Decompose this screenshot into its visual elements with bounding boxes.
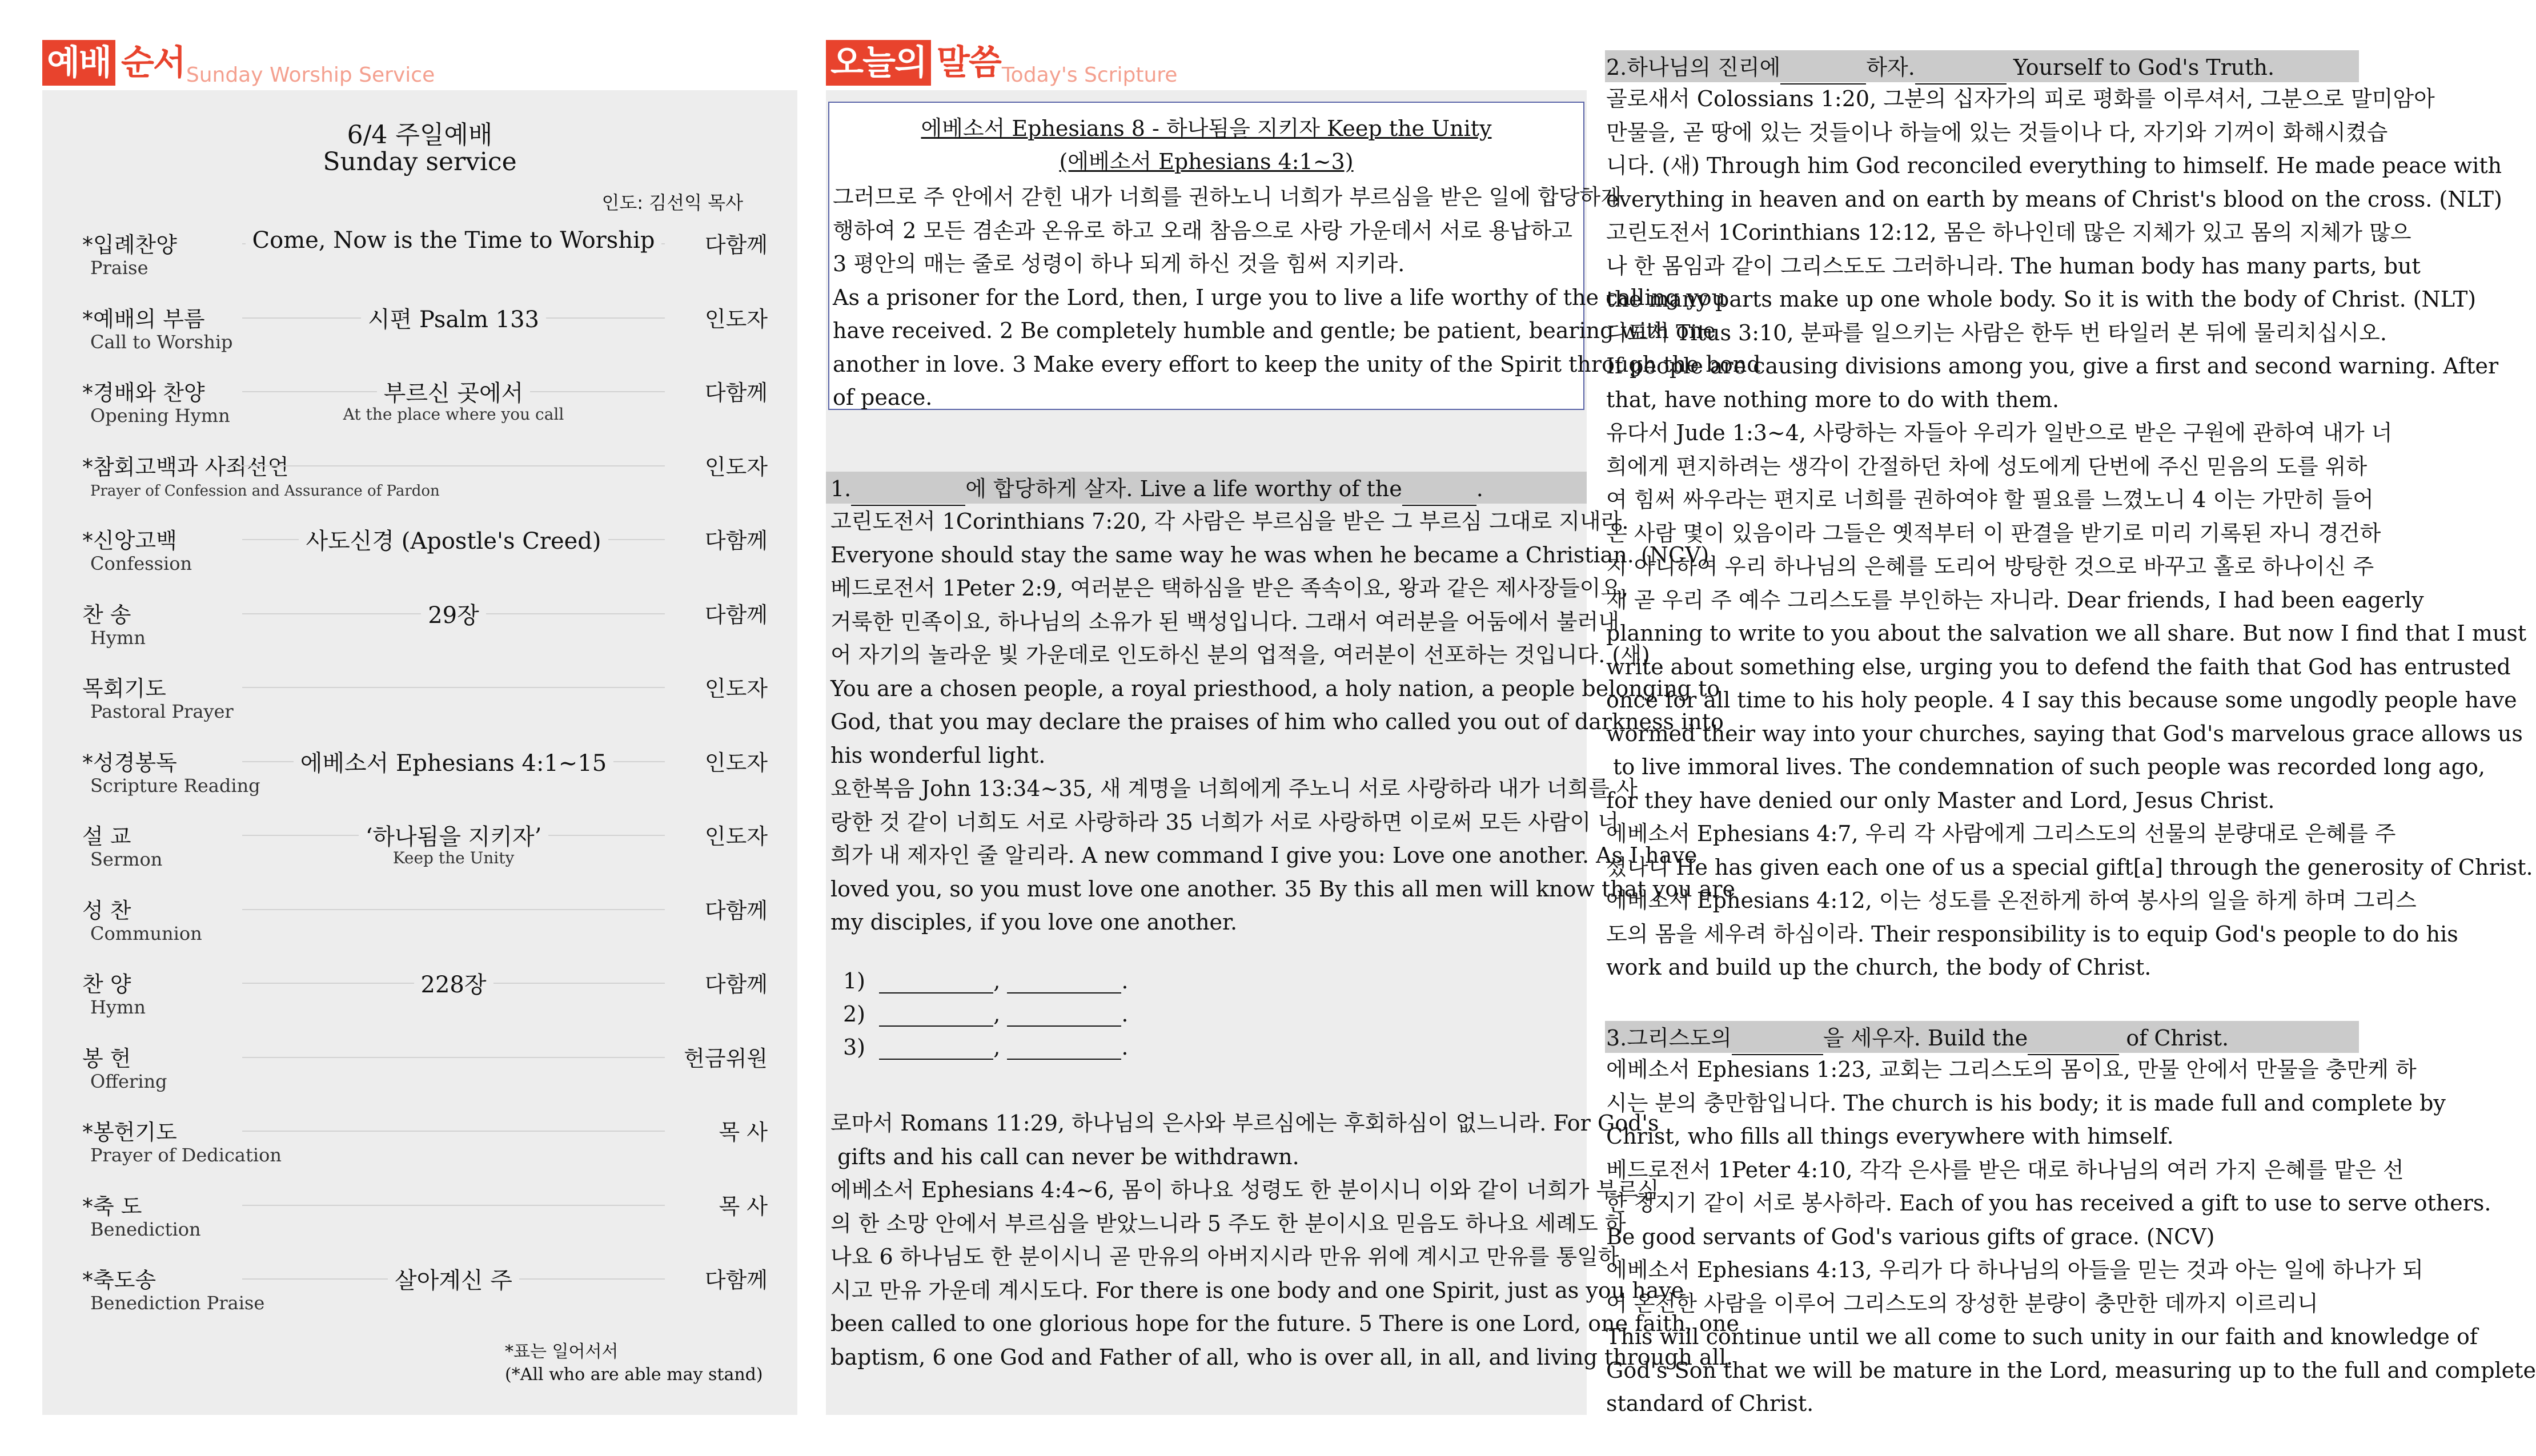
text-line: 시는 분의 충만함입니다. The church is his body; it is made full and complete by xyxy=(1606,1090,2446,1116)
item-leader: 헌금위원 xyxy=(684,1045,768,1071)
text-line: standard of Christ. xyxy=(1606,1391,1814,1416)
text-line: the many parts make up one whole body. So it is with the body of Christ. (NLT) xyxy=(1606,287,2477,312)
service-title-en: Sunday service xyxy=(323,147,517,176)
text-line: that, have nothing more to do with them. xyxy=(1606,387,2060,412)
text-line: God, that you may declare the praises of him who called you out of darkness into xyxy=(830,709,1724,734)
order-item xyxy=(82,227,796,293)
item-title-en: Hymn xyxy=(90,626,146,649)
text-line: have received. 2 Be completely humble and gentle; be patient, bearing with one xyxy=(833,318,1716,343)
order-item xyxy=(82,1189,796,1254)
text-line: 그러므로 주 안에서 갇힌 내가 너희를 권하노니 너희가 부르심을 받은 일에 합당하게 xyxy=(833,184,1622,210)
item-title-en: Prayer of Dedication xyxy=(90,1144,282,1166)
text-line: for they have denied our only Master and Lord, Jesus Christ. xyxy=(1606,787,2275,813)
item-leader: 인도자 xyxy=(704,454,768,480)
text-line: 지 아니하여 우리 하나님의 은혜를 도리어 방탕한 것으로 바꾸고 홀로 하나이신 주 xyxy=(1606,554,2374,579)
header-red: 순서 xyxy=(121,43,185,83)
text-line: 에베소서 Ephesians 4:13, 우리가 다 하나님의 아들을 믿는 것과 아는 일에 하나가 되 xyxy=(1606,1257,2423,1282)
text-line: wormed their way into your churches, saying that God's marvelous grace allows us xyxy=(1606,721,2523,746)
order-item xyxy=(82,597,796,663)
item-title-en: Benediction xyxy=(90,1218,201,1240)
item-title-en: Praise xyxy=(90,257,149,279)
order-item xyxy=(82,523,796,589)
order-item xyxy=(82,819,796,884)
blank-line-2: 2) , . xyxy=(843,1001,1129,1027)
worship-order-header xyxy=(42,40,435,86)
text-line: once for all time to his holy people. 4 I say this because some ungodly people have xyxy=(1606,687,2517,713)
item-leader: 인도자 xyxy=(704,824,768,849)
text-line: 희가 내 제자인 줄 알리라. A new command I give you: Love one another. As I have xyxy=(830,843,1698,868)
order-item xyxy=(82,893,796,959)
item-leader: 다함께 xyxy=(704,528,768,553)
section-2-heading: 2.하나님의 진리에 하자. Yourself to God's Truth. xyxy=(1605,50,2359,82)
header-box: 오늘의 xyxy=(826,40,931,86)
item-title-ko: 설 교 xyxy=(82,824,131,849)
blank-line-1: 1) , . xyxy=(843,968,1129,994)
item-title-ko: 찬 양 xyxy=(82,972,131,997)
item-title-ko: *축도송 xyxy=(82,1268,157,1293)
item-title-ko: *축 도 xyxy=(82,1193,142,1219)
item-leader: 다함께 xyxy=(704,898,768,923)
item-title-ko: 봉 헌 xyxy=(82,1045,131,1071)
section-1-heading: 1. 에 합당하게 살자. Live a life worthy of the . xyxy=(826,472,1587,504)
text-line: 도의 몸을 세우려 하심이라. Their responsibility is to equip God's people to do his xyxy=(1606,921,2458,947)
item-detail-en: Keep the Unity xyxy=(392,848,515,867)
text-line: of peace. xyxy=(833,385,933,410)
item-title-en: Confession xyxy=(90,553,192,574)
item-title-en: Benediction Praise xyxy=(90,1292,265,1314)
item-title-en: Scripture Reading xyxy=(90,774,260,797)
standing-note-en: (*All who are able may stand) xyxy=(505,1365,763,1385)
item-detail: 사도신경 (Apostle's Creed) xyxy=(242,523,665,556)
text-line: 로마서 Romans 11:29, 하나님의 은사와 부르심에는 후회하심이 없느니라. For God's xyxy=(830,1111,1659,1136)
text-line: 3 평안의 매는 줄로 성령이 하나 되게 하신 것을 힘써 지키라. xyxy=(833,251,1405,276)
item-leader: 다함께 xyxy=(704,972,768,997)
section-1-text-cont xyxy=(830,1107,1739,1374)
item-title-en: Prayer of Confession and Assurance of Pardon xyxy=(90,482,440,500)
item-leader: 목 사 xyxy=(719,1120,768,1145)
standing-note xyxy=(505,1341,763,1386)
text-line: 고린도전서 1Corinthians 12:12, 몸은 하나인데 많은 지체가 있고 몸의 지체가 많으 xyxy=(1606,220,2411,245)
dotted-line xyxy=(242,465,665,466)
item-title-en: Sermon xyxy=(90,848,163,870)
text-line: 요한복음 John 13:34~35, 새 계명을 너희에게 주노니 서로 사랑하라 내가 너희를 사 xyxy=(830,776,1638,801)
text-line: This will continue until we all come to such unity in our faith and knowledge of xyxy=(1606,1324,2478,1349)
text-line: 셨나니 He has given each one of us a special gift[a] through the generosity of Christ. xyxy=(1606,854,2533,880)
item-title-ko: 목회기도 xyxy=(82,676,166,701)
text-line: Christ, who fills all things everywhere with himself. xyxy=(1606,1124,2174,1149)
item-title-ko: *입례찬양 xyxy=(82,232,177,258)
text-line: loved you, so you must love one another. 35 By this all men will know that you are xyxy=(830,876,1735,902)
text-line: 에베소서 Ephesians 4:12, 이는 성도를 온전하게 하여 봉사의 일을 하게 하며 그리스 xyxy=(1606,888,2417,913)
item-detail-en: At the place where you call xyxy=(343,405,564,424)
item-title-ko: *신앙고백 xyxy=(82,528,177,553)
text-line: 한 청지기 같이 서로 봉사하라. Each of you has received a gift to use to serve others. xyxy=(1606,1190,2491,1216)
text-line: 재 곧 우리 주 예수 그리스도를 부인하는 자니라. Dear friends, I had been eagerly xyxy=(1606,587,2424,613)
service-leader: 인도: 김선익 목사 xyxy=(601,192,743,214)
item-detail: 에베소서 Ephesians 4:1~15 xyxy=(242,745,665,778)
text-line: 어 자기의 놀라운 빛 가운데로 인도하신 분의 업적을, 여러분이 선포하는 것입니다. (새) xyxy=(830,642,1650,667)
item-leader: 다함께 xyxy=(704,602,768,628)
header-box: 예배 xyxy=(42,40,115,86)
item-detail: 살아계신 주 xyxy=(242,1262,665,1295)
order-item xyxy=(82,1262,796,1328)
section-3-heading: 3.그리스도의 을 세우자. Build the of Christ. xyxy=(1605,1021,2359,1053)
section-2-text xyxy=(1606,82,2533,984)
order-item xyxy=(82,1041,796,1107)
text-line: work and build up the church, the body of Christ. xyxy=(1606,955,2152,980)
text-line: 의 한 소망 안에서 부르심을 받았느니라 5 주도 한 분이시요 믿음도 하나요 세례도 하 xyxy=(830,1210,1626,1236)
text-line: planning to write to you about the salvation we all share. But now I find that I must xyxy=(1606,621,2527,646)
item-leader: 다함께 xyxy=(704,1268,768,1293)
text-line: write about something else, urging you to defend the faith that God has entrusted xyxy=(1606,654,2511,679)
order-item xyxy=(82,1115,796,1180)
item-title-ko: *예배의 부름 xyxy=(82,306,205,332)
text-line: You are a chosen people, a royal priesthood, a holy nation, a people belonging to xyxy=(830,675,1720,701)
order-item xyxy=(82,449,796,515)
text-line: 에베소서 Ephesians 4:7, 우리 각 사람에게 그리스도의 선물의 분량대로 은혜를 주 xyxy=(1606,821,2396,846)
text-line: everything in heaven and on earth by means of Christ's blood on the cross. (NLT) xyxy=(1606,186,2502,212)
item-detail: 시편 Psalm 133 xyxy=(242,301,665,334)
dotted-line xyxy=(242,909,665,910)
order-item xyxy=(82,671,796,737)
item-title-ko: 성 찬 xyxy=(82,898,131,923)
text-line: 여 힘써 싸우라는 편지로 너희를 권하여야 할 필요를 느꼈노니 4 이는 가만히 들어 xyxy=(1606,487,2374,512)
text-line: gifts and his call can never be withdrawn. xyxy=(830,1144,1299,1169)
item-detail: 29장 xyxy=(242,597,665,630)
text-line: 유다서 Jude 1:3~4, 사랑하는 자들아 우리가 일반으로 받은 구원에 관하여 내가 너 xyxy=(1606,420,2393,445)
item-detail: ‘하나됨을 지키자’ xyxy=(242,819,665,851)
text-line: 골로새서 Colossians 1:20, 그분의 십자가의 피로 평화를 이루셔서, 그분으로 말미암아 xyxy=(1606,86,2435,111)
order-item xyxy=(82,967,796,1032)
text-line: been called to one glorious hope for the future. 5 There is one Lord, one faith, one xyxy=(830,1311,1739,1336)
text-line: his wonderful light. xyxy=(830,742,1046,768)
text-line: 나 한 몸임과 같이 그리스도도 그러하니라. The human body has many parts, but xyxy=(1606,253,2421,279)
item-title-ko: *성경봉독 xyxy=(82,750,177,775)
item-leader: 인도자 xyxy=(704,750,768,775)
item-title-en: Opening Hymn xyxy=(90,405,230,427)
item-title-en: Call to Worship xyxy=(90,331,233,353)
dotted-line xyxy=(242,1057,665,1058)
memory-title: 에베소서 Ephesians 8 - 하나됨을 지키자 Keep the Unity xyxy=(921,116,1492,141)
text-line: 거룩한 민족이요, 하나님의 소유가 된 백성입니다. 그래서 여러분을 어둠에서 불러내 xyxy=(830,609,1619,634)
item-leader: 인도자 xyxy=(704,306,768,332)
text-line: 어 온전한 사람을 이루어 그리스도의 장성한 분량이 충만한 데까지 이르리니 xyxy=(1606,1290,2318,1316)
standing-note-ko: *표는 일어서서 xyxy=(505,1342,619,1362)
order-item xyxy=(82,301,796,367)
text-line: 만물을, 곧 땅에 있는 것들이나 하늘에 있는 것들이나 다, 자기와 기꺼이 화해시켰습 xyxy=(1606,119,2388,145)
text-line: 고린도전서 1Corinthians 7:20, 각 사람은 부르심을 받은 그 부르심 그대로 지내라. xyxy=(830,509,1629,534)
header-sub: Sunday Worship Service xyxy=(186,63,435,87)
text-line: 희에게 편지하려는 생각이 간절하던 차에 성도에게 단번에 주신 믿음의 도를 위하 xyxy=(1606,453,2368,479)
header-sub: Today's Scripture xyxy=(1001,63,1178,87)
text-line: baptism, 6 one God and Father of all, who is over all, in all, and living through all. xyxy=(830,1344,1734,1370)
text-line: 나요 6 하나님도 한 분이시니 곧 만유의 아버지시라 만유 위에 계시고 만유를 통일하 xyxy=(830,1244,1619,1269)
text-line: 디도서 Titus 3:10, 분파를 일으키는 사람은 한두 번 타일러 본 뒤에 물리치십시오. xyxy=(1606,320,2387,345)
service-title-ko: 6/4 주일예배 xyxy=(347,120,493,150)
text-line: 에베소서 Ephesians 4:4~6, 몸이 하나요 성령도 한 분이시니 이와 같이 너희가 부르심 xyxy=(830,1177,1659,1202)
text-line: 행하여 2 모든 겸손과 온유로 하고 오래 참음으로 사랑 가운데서 서로 용납하고 xyxy=(833,218,1572,243)
text-line: Everyone should stay the same way he was when he became a Christian. (NCV) xyxy=(830,542,1710,568)
text-line: 온 사람 몇이 있음이라 그들은 옛적부터 이 판결을 받기로 미리 기록된 자니 경건하 xyxy=(1606,520,2381,546)
item-leader: 다함께 xyxy=(704,380,768,405)
section-1-text xyxy=(830,505,1735,939)
text-line: my disciples, if you love one another. xyxy=(830,910,1238,935)
item-leader: 인도자 xyxy=(704,676,768,701)
text-line: As a prisoner for the Lord, then, I urge you to live a life worthy of the calling you xyxy=(833,284,1726,310)
item-title-ko: 찬 송 xyxy=(82,602,131,628)
item-detail: Come, Now is the Time to Worship xyxy=(242,227,665,254)
memory-reference: (에베소서 Ephesians 4:1~3) xyxy=(1059,149,1354,174)
text-line: 베드로전서 1Peter 4:10, 각각 은사를 받은 대로 하나님의 여러 가지 은혜를 맡은 선 xyxy=(1606,1157,2404,1183)
worship-order-panel xyxy=(42,90,797,1415)
item-detail: 부르신 곳에서 xyxy=(242,375,665,408)
text-line: to live immoral lives. The condemnation of such people was recorded long ago, xyxy=(1606,754,2485,779)
item-title-en: Offering xyxy=(90,1070,167,1092)
memory-verse-box xyxy=(828,102,1761,410)
dotted-line xyxy=(242,1205,665,1206)
item-detail: 228장 xyxy=(242,967,665,999)
item-title-en: Pastoral Prayer xyxy=(90,701,234,722)
text-line: 시고 만유 가운데 계시도다. For there is one body and one Spirit, just as you have xyxy=(830,1277,1684,1303)
text-line: 랑한 것 같이 너희도 서로 사랑하라 35 너희가 서로 사랑하면 이로써 모든 사람이 너 xyxy=(830,809,1619,835)
dotted-line xyxy=(242,1131,665,1132)
text-line: If people are causing divisions among you, give a first and second warning. After xyxy=(1606,353,2499,379)
scripture-panel-2 xyxy=(1605,50,2536,1421)
item-title-en: Communion xyxy=(90,922,202,944)
item-title-ko: *참회고백과 사죄선언 xyxy=(82,454,289,480)
memory-verse-text xyxy=(833,180,1761,415)
text-line: God's Son that we will be mature in the Lord, measuring up to the full and complete xyxy=(1606,1357,2536,1383)
text-line: 베드로전서 1Peter 2:9, 여러분은 택하심을 받은 족속이요, 왕과 같은 제사장들이요, xyxy=(830,576,1629,601)
dotted-line xyxy=(242,687,665,688)
item-leader: 다함께 xyxy=(704,232,768,258)
text-line: Be good servants of God's various gifts of grace. (NCV) xyxy=(1606,1224,2215,1249)
text-line: another in love. 3 Make every effort to keep the unity of the Spirit through the bond xyxy=(833,351,1761,377)
item-title-en: Hymn xyxy=(90,996,146,1018)
order-item xyxy=(82,375,796,441)
header-red: 말씀 xyxy=(936,43,1001,83)
item-title-ko: *봉헌기도 xyxy=(82,1120,177,1145)
text-line: 니다. (새) Through him God reconciled everything to himself. He made peace with xyxy=(1606,153,2502,178)
item-leader: 목 사 xyxy=(719,1193,768,1219)
text-line: 에베소서 Ephesians 1:23, 교회는 그리스도의 몸이요, 만물 안에서 만물을 충만케 하 xyxy=(1606,1057,2417,1082)
scripture-header xyxy=(826,40,1177,86)
item-title-ko: *경배와 찬양 xyxy=(82,380,205,405)
blank-line-3: 3) , . xyxy=(843,1035,1129,1060)
order-item xyxy=(82,745,796,811)
section-3-text xyxy=(1606,1053,2536,1421)
